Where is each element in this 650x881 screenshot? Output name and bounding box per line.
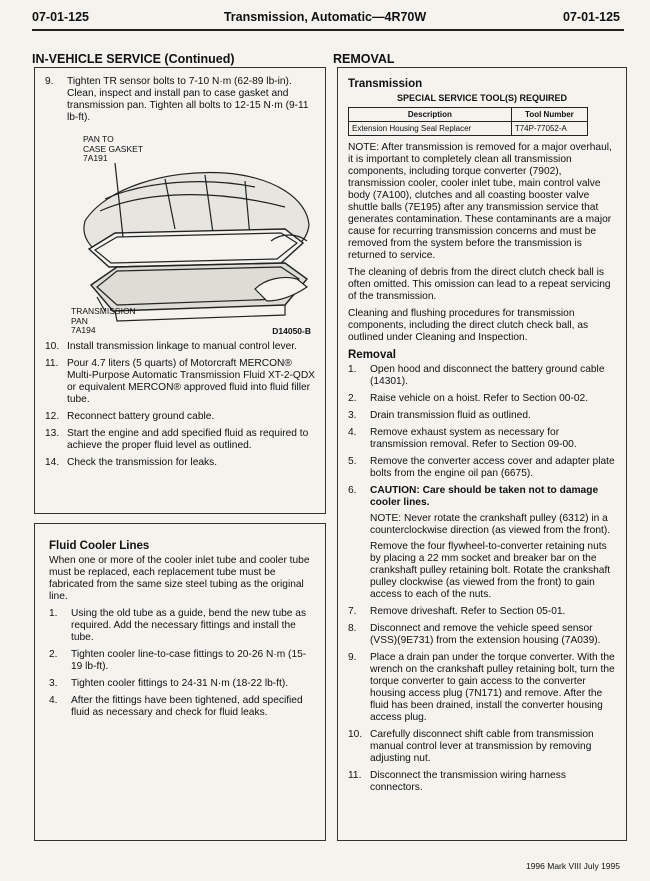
table-row [349,122,588,136]
list-item: 3. Tighten cooler fittings to 24-31 N·m (18-22 lb-ft). [49,678,289,689]
left-section-title: IN-VEHICLE SERVICE (Continued) [32,52,235,66]
list-item: 10. Carefully disconnect shift cable from transmission manual control lever at transmission by removing adjusting nut. [348,729,594,764]
page-title: Transmission, Automatic—4R70W [223,10,427,24]
page-code-left: 07-01-125 [32,10,89,24]
list-item: 9. Place a drain pan under the torque converter. With the wrench on the crankshaft pulley retaining bolt, turn the torque converter to gain access to the converter housing access plug (7N171) and remove. After the fluid has been drained, install the converter housing access plug. [348,652,615,723]
tool-number: T74P-77052-A [511,122,587,136]
special-tools-table [348,107,588,136]
step-6-text: Remove the four flywheel-to-converter retaining nuts by placing a 22 mm socket and breaker bar on the crankshaft pulley retaining bolt. Rotate the crankshaft pulley clockwise (as viewed from the front) to gain access to each of the nuts. [370,541,611,600]
contamination-note: NOTE: After transmission is removed for a major overhaul, it is important to completely clean all transmission components, including torque converter (7902), transmission cooler, cooler inlet tube, main control valve body (7A100), clutches and all coasting booster valve shuttle balls (7E195) after any transmission service that generates contamination. These contaminants are a major cause for recurring transmission concerns and must be removed from the system before the transmission is returned to service. [348,142,612,261]
fluid-cooler-steps [49,608,315,719]
list-item: 3. Drain transmission fluid as outlined. [348,410,531,421]
step-9 [45,76,315,124]
footer-edition: 1996 Mark VIII July 1995 [525,861,620,871]
removal-subheading: Removal [348,349,396,361]
removal-title: Transmission [348,78,423,90]
list-item: 11. Pour 4.7 liters (5 quarts) of Motorcraft MERCON® Multi-Purpose Automatic Transmission Fluid XT-2-QDX or equivalent MERCON® approved fluid into fluid filler tube. [45,358,315,405]
caution-text: CAUTION: Care should be taken not to damage cooler lines. [370,485,599,508]
list-item: 8. Disconnect and remove the vehicle speed sensor (VSS)(9E731) from the extension housing (7A039). [348,623,601,646]
list-item: 13. Start the engine and add specified fluid as required to achieve the proper fluid level as outlined. [45,428,309,451]
step-9-clean-install: Clean, inspect and install pan to case gasket and transmission pan. Tighten all bolts to 12-15 N·m (9-11 lb-ft). [67,88,309,123]
list-item: 7. Remove driveshaft. Refer to Section 05-01. [348,606,566,617]
list-item: 1. Open hood and disconnect the battery ground cable (14301). [348,364,605,387]
fluid-cooler-lines-box [34,523,326,841]
step-9-torque: Tighten TR sensor bolts to 7-10 N·m (62-89 lb-in). [67,76,292,87]
pan-gasket-figure [45,129,317,339]
list-item: 4. After the fittings have been tightened, add specified fluid as necessary and check for fluid leaks. [49,695,303,718]
list-item: 5. Remove the converter access cover and adapter plate bolts from the engine oil pan (6675). [348,456,615,479]
check-ball-note: The cleaning of debris from the direct clutch check ball is often omitted. This omission can lead to a repeat servicing of the transmission. [348,267,611,302]
step-number: 9. [45,76,54,87]
list-item: 2. Tighten cooler line-to-case fittings to 20-26 N·m (15-19 lb-ft). [49,649,307,672]
figure-id: D14050-B [272,326,311,336]
table-header-row [349,108,588,122]
list-item: 6. CAUTION: Care should be taken not to damage cooler lines. NOTE: Never rotate the crankshaft pulley (6312) in a counterclockwise direction (as viewed from the front). Remove the four flywheel-to-converter retaining nuts by placing a 22 mm socket and breaker bar on the crankshaft pulley retaining bolt. Rotate the crankshaft pulley clockwise (as viewed from the front) to gain access to each of the nuts. [348,485,616,601]
list-item: 2. Raise vehicle on a hoist. Refer to Section 00-02. [348,393,589,404]
removal-box [337,67,627,841]
label-pan-gasket: PAN TO CASE GASKET 7A191 [83,134,143,163]
column-header-tool-number: Tool Number [511,108,587,122]
fluid-cooler-intro: When one or more of the cooler inlet tube and cooler tube must be replaced, each replacement tube must be fabricated from the same size steel tubing as the original line. [49,555,310,602]
list-item: 12. Reconnect battery ground cable. [45,411,215,422]
list-item: 11. Disconnect the transmission wiring harness connectors. [348,770,566,793]
removal-steps [348,364,616,794]
column-header-description: Description [349,108,512,122]
cleaning-procedure-note: Cleaning and flushing procedures for transmission components, including the direct clutch check ball, as outlined under Cleaning and Inspection. [348,308,589,343]
list-item: 4. Remove exhaust system as necessary for transmission removal. Refer to Section 09-00. [348,427,577,450]
crankshaft-note: NOTE: Never rotate the crankshaft pulley (6312) in a counterclockwise direction (as viewed from the front). [370,513,611,536]
fluid-cooler-title: Fluid Cooler Lines [49,540,150,552]
page-code-right: 07-01-125 [563,10,620,24]
tool-description: Extension Housing Seal Replacer [349,122,512,136]
label-transmission-pan: TRANSMISSION PAN 7A194 [71,306,136,335]
in-vehicle-service-box [34,67,326,514]
right-section-title: REMOVAL [333,52,395,66]
header-rule [32,29,624,31]
tool-heading: SPECIAL SERVICE TOOL(S) REQUIRED [396,93,568,103]
list-item: 10. Install transmission linkage to manual control lever. [45,341,297,352]
service-steps-list [45,341,315,469]
list-item: 1. Using the old tube as a guide, bend the new tube as required. Add the necessary fittings and install the tube. [49,608,307,643]
list-item: 14. Check the transmission for leaks. [45,457,218,468]
